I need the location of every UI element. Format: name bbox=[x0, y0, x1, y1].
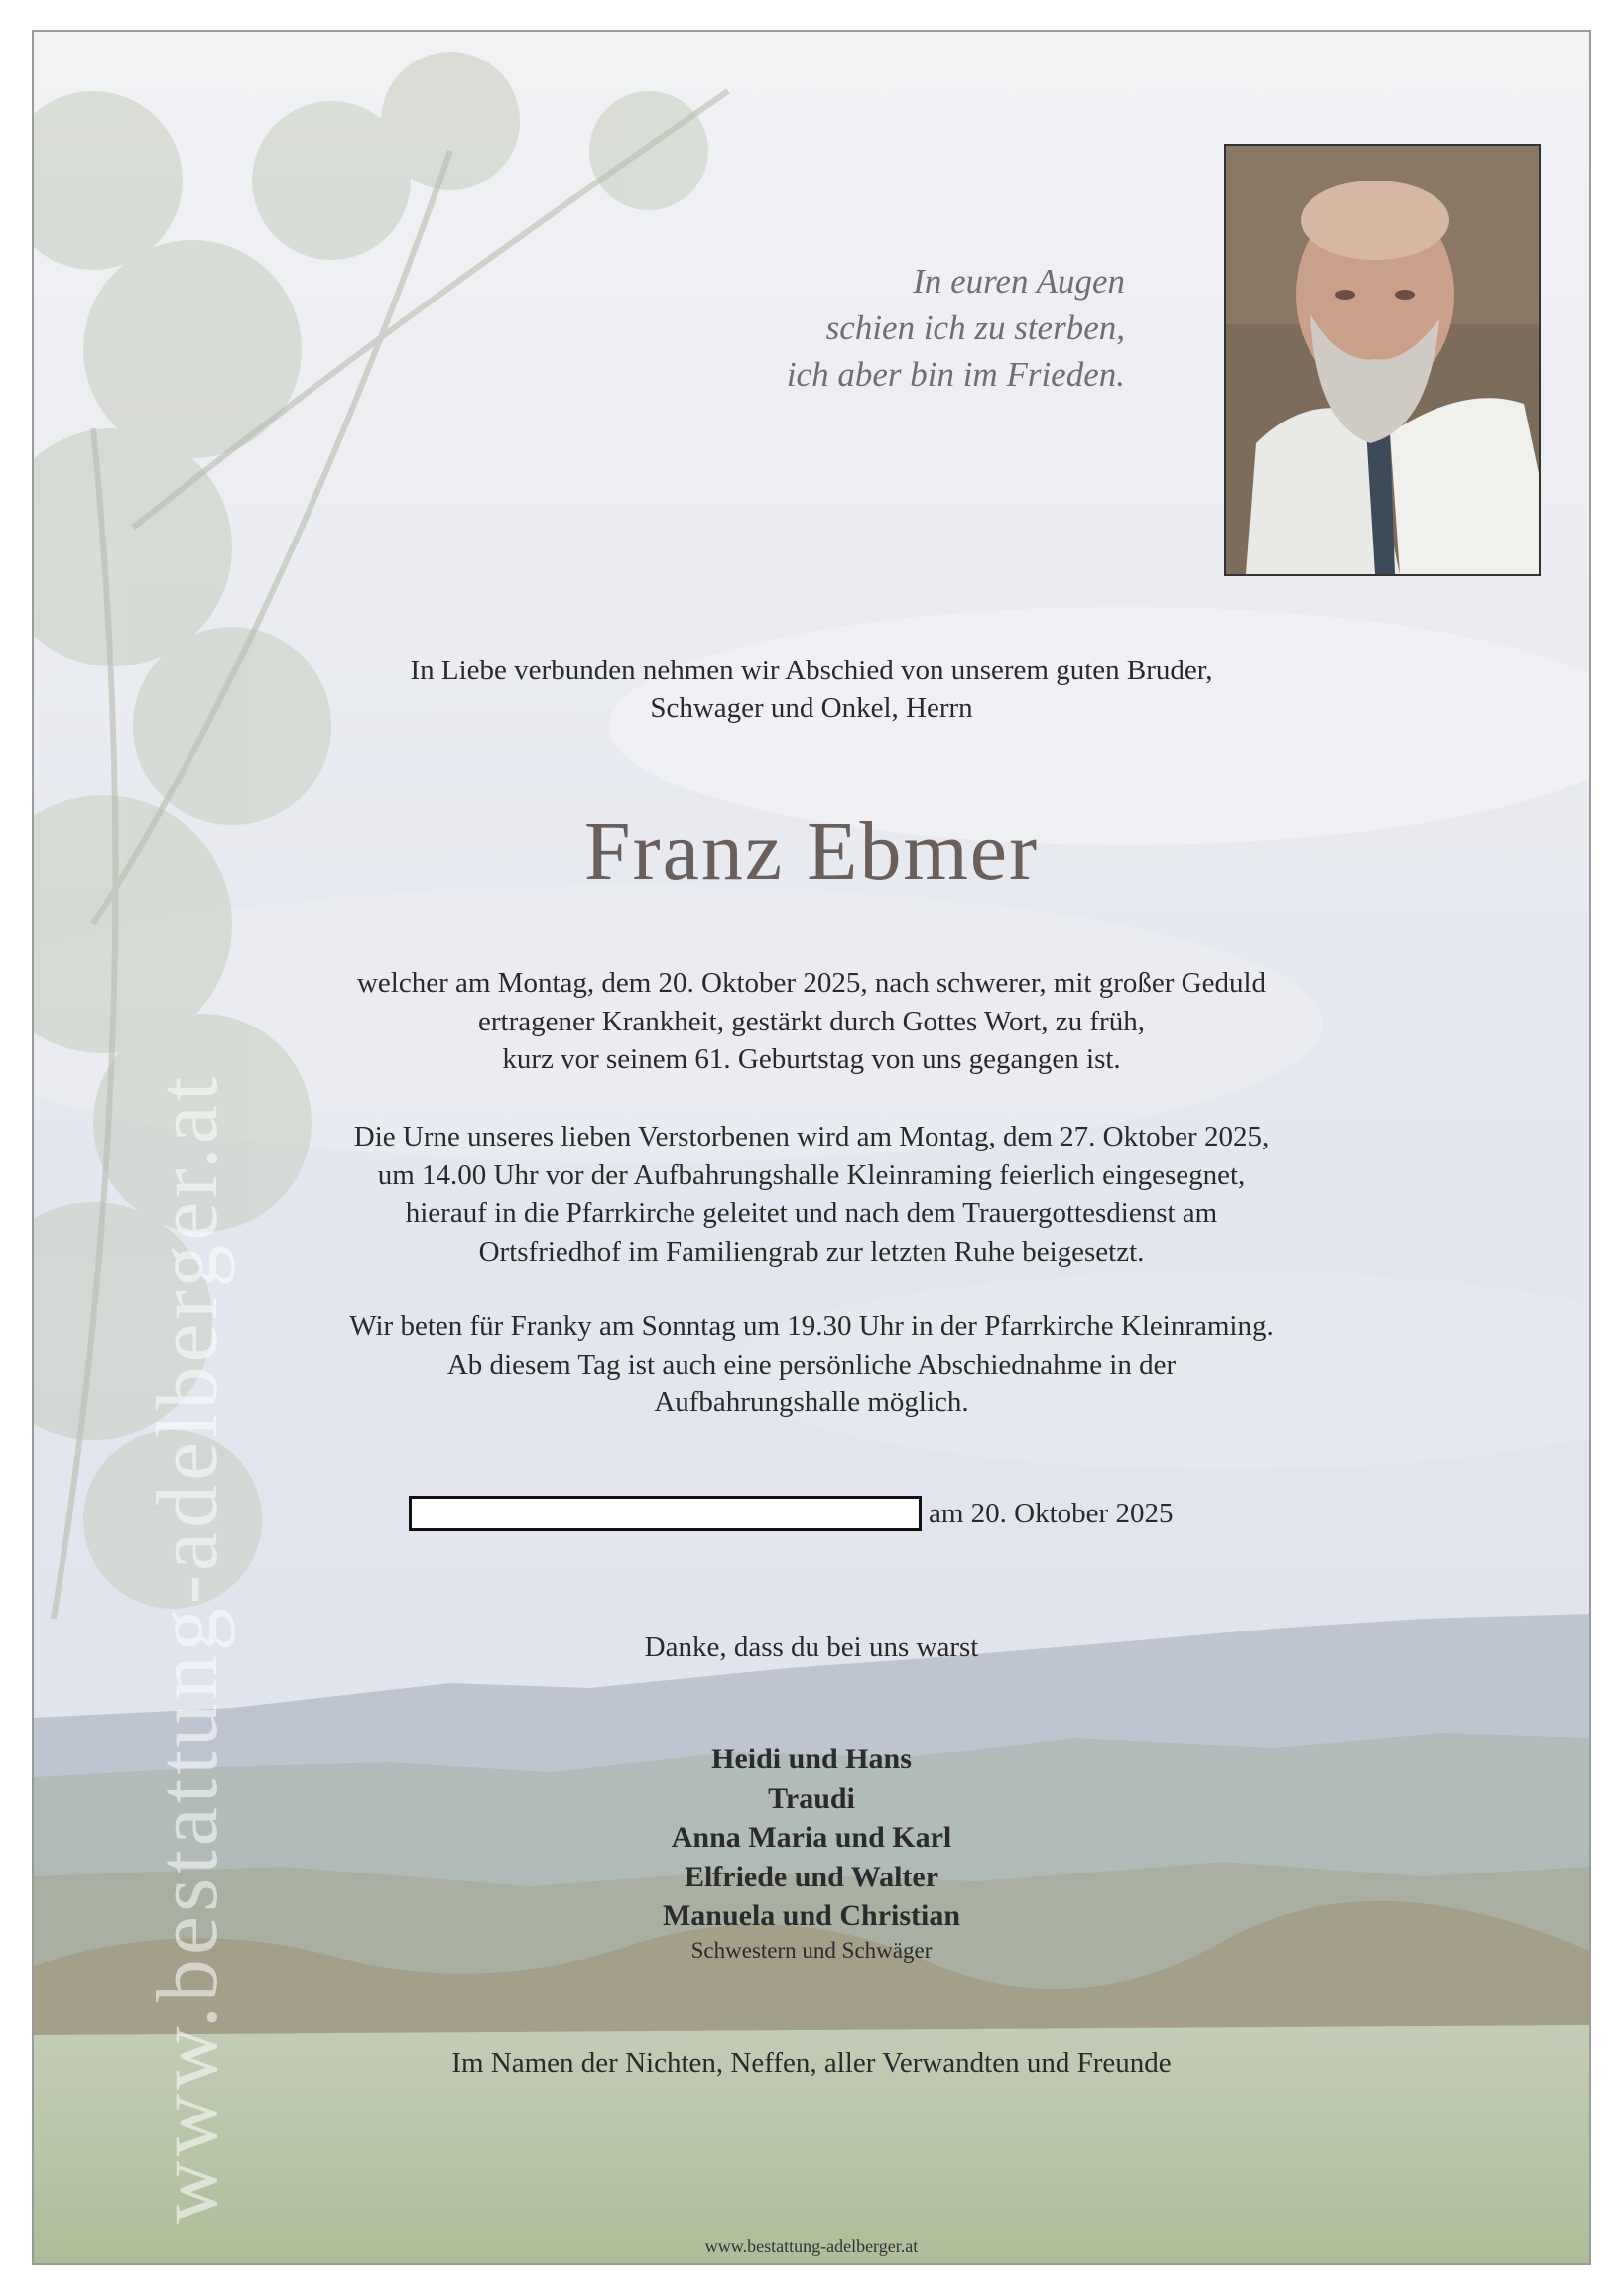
paragraph-line: Aufbahrungshalle möglich. bbox=[654, 1387, 969, 1418]
quote-line: In euren Augen bbox=[913, 262, 1125, 301]
obituary-card bbox=[32, 30, 1591, 2265]
paragraph-line: um 14.00 Uhr vor der Aufbahrungshalle Kleinraming feierlich eingesegnet, bbox=[377, 1158, 1246, 1191]
paragraph-line: kurz vor seinem 61. Geburtstag von uns gegangen ist. bbox=[502, 1043, 1121, 1075]
thanks-line: Danke, dass du bei uns warst bbox=[644, 1631, 979, 1663]
intro-line: Schwager und Onkel, Herrn bbox=[650, 692, 973, 724]
funeral-details-paragraph bbox=[34, 1118, 1589, 1270]
family-names bbox=[34, 1740, 1589, 1936]
portrait-photo bbox=[1224, 144, 1541, 576]
family-member: Elfriede und Walter bbox=[684, 1860, 939, 1893]
paragraph-line: Wir beten für Franky am Sonntag um 19.30 Uhr in der Pfarrkirche Kleinraming. bbox=[349, 1310, 1274, 1342]
closing-line: Im Namen der Nichten, Neffen, aller Verwandten und Freunde bbox=[451, 2047, 1172, 2079]
quote-line: schien ich zu sterben, bbox=[825, 308, 1125, 347]
intro-text bbox=[34, 652, 1589, 727]
family-member: Heidi und Hans bbox=[711, 1743, 912, 1775]
family-member: Traudi bbox=[768, 1781, 855, 1815]
watermark: www.bestattung-adelberger.at bbox=[140, 1072, 236, 2224]
prayer-paragraph bbox=[34, 1307, 1589, 1422]
paragraph-line: hierauf in die Pfarrkirche geleitet und nach dem Trauergottesdienst am bbox=[405, 1197, 1218, 1229]
announcement-paragraph bbox=[34, 964, 1589, 1079]
paragraph-line: welcher am Montag, dem 20. Oktober 2025, nach schwerer, mit großer Geduld bbox=[356, 967, 1267, 999]
paragraph-line: Ab diesem Tag ist auch eine persönliche Abschiednahme in der bbox=[446, 1348, 1177, 1381]
paragraph-line: Ortsfriedhof im Familiengrab zur letzten Ruhe beigesetzt. bbox=[478, 1235, 1145, 1268]
redacted-box bbox=[409, 1496, 922, 1531]
family-member: Anna Maria und Karl bbox=[671, 1821, 952, 1854]
paragraph-line: ertragener Krankheit, gestärkt durch Gottes Wort, zu früh, bbox=[478, 1005, 1145, 1037]
website-footer: www.bestattung-adelberger.at bbox=[704, 2236, 919, 2256]
death-date: am 20. Oktober 2025 bbox=[929, 1498, 1174, 1529]
relation-label: Schwestern und Schwäger bbox=[690, 1938, 933, 1963]
deceased-name: Franz Ebmer bbox=[583, 805, 1040, 898]
intro-line: In Liebe verbunden nehmen wir Abschied von unserem guten Bruder, bbox=[410, 655, 1213, 686]
memorial-quote bbox=[787, 258, 1125, 398]
family-member: Manuela und Christian bbox=[662, 1899, 961, 1932]
paragraph-line: Die Urne unseres lieben Verstorbenen wird am Montag, dem 27. Oktober 2025, bbox=[353, 1121, 1270, 1152]
quote-line: ich aber bin im Frieden. bbox=[786, 355, 1125, 394]
